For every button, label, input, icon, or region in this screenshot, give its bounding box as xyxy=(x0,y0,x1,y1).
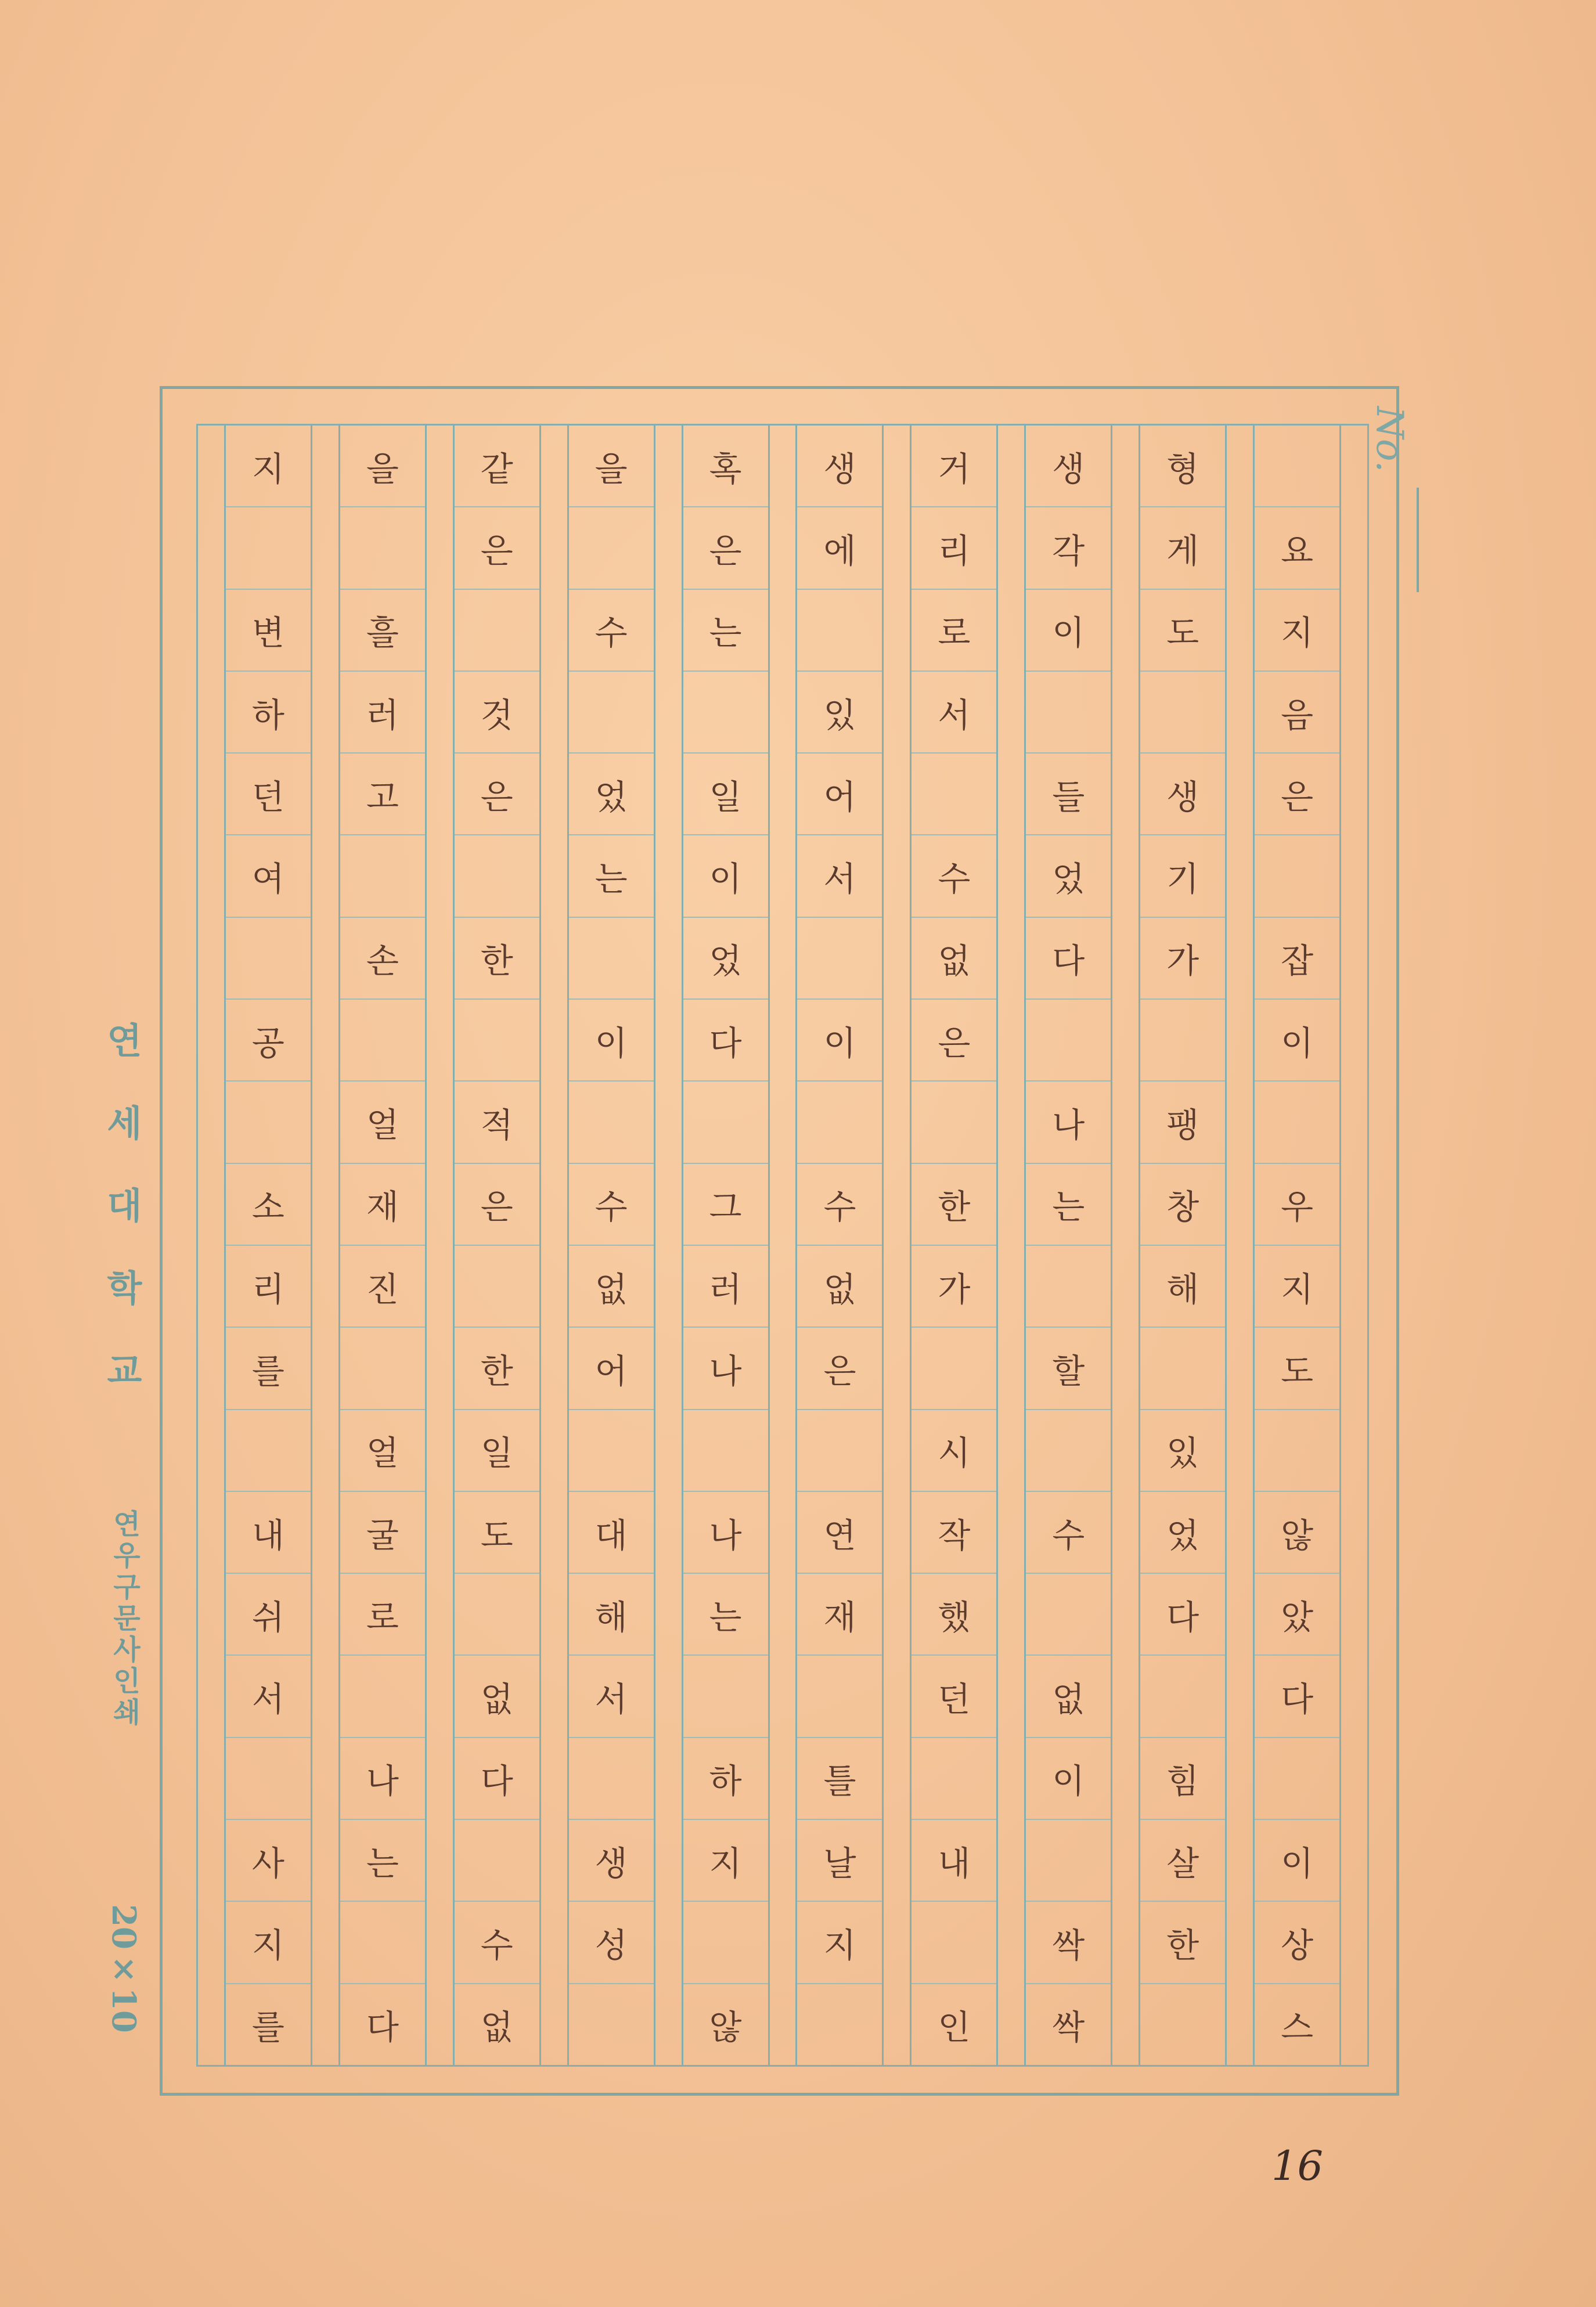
manuscript-cell: 도 xyxy=(455,1492,539,1574)
manuscript-cell: 다 xyxy=(1140,1574,1225,1656)
manuscript-cell: 대 xyxy=(569,1492,654,1574)
manuscript-cell: 않 xyxy=(1255,1492,1339,1574)
manuscript-cell xyxy=(340,507,425,589)
manuscript-cell: 잡 xyxy=(1255,918,1339,1000)
number-underline xyxy=(1417,488,1419,592)
manuscript-cell: 다 xyxy=(1026,918,1111,1000)
manuscript-cell: 작 xyxy=(912,1492,996,1574)
manuscript-cell xyxy=(912,1082,996,1163)
manuscript-cell: 를 xyxy=(251,2007,284,2048)
manuscript-cell: 각 xyxy=(1026,507,1111,589)
manuscript-column xyxy=(338,426,427,2065)
manuscript-column xyxy=(682,426,770,2065)
manuscript-cell xyxy=(1026,1000,1111,1082)
manuscript-cell: 없 xyxy=(912,918,996,1000)
manuscript-cell: 수 xyxy=(1026,1492,1111,1574)
manuscript-cell: 적 xyxy=(455,1082,539,1163)
manuscript-cell: 음 xyxy=(1255,672,1339,754)
manuscript-cell: 었 xyxy=(569,754,654,835)
manuscript-cell: 우 xyxy=(1255,1164,1339,1246)
manuscript-cell xyxy=(226,1410,311,1492)
manuscript-column xyxy=(453,426,541,2065)
manuscript-cell xyxy=(226,1738,311,1820)
manuscript-cell: 생 xyxy=(569,1820,654,1902)
manuscript-cell: 생 xyxy=(1026,426,1111,507)
manuscript-cell: 싹 xyxy=(1052,2007,1085,2048)
manuscript-cell: 이 xyxy=(1026,590,1111,672)
manuscript-column xyxy=(567,426,655,2065)
manuscript-cell: 던 xyxy=(226,754,311,835)
manuscript-cell: 없 xyxy=(797,1246,882,1328)
number-label: No. xyxy=(1368,406,1411,473)
manuscript-cell xyxy=(569,1082,654,1163)
manuscript-cell xyxy=(797,590,882,672)
manuscript-column xyxy=(224,426,312,2065)
manuscript-cell: 했 xyxy=(912,1574,996,1656)
manuscript-cell xyxy=(1026,1574,1111,1656)
manuscript-cell: 었 xyxy=(683,918,768,1000)
manuscript-cell xyxy=(340,1328,425,1410)
manuscript-cell: 한 xyxy=(1140,1902,1225,1984)
manuscript-cell: 여 xyxy=(226,835,311,917)
manuscript-cell xyxy=(1255,426,1339,507)
manuscript-cell: 해 xyxy=(1140,1246,1225,1328)
manuscript-cell xyxy=(797,1656,882,1738)
manuscript-cell: 도 xyxy=(1140,590,1225,672)
manuscript-cell xyxy=(912,754,996,835)
manuscript-cell xyxy=(340,1000,425,1082)
manuscript-cell: 은 xyxy=(455,754,539,835)
manuscript-cell: 수 xyxy=(912,835,996,917)
manuscript-cell: 은 xyxy=(1255,754,1339,835)
manuscript-cell: 었 xyxy=(1140,1492,1225,1574)
manuscript-cell: 혹 xyxy=(683,426,768,507)
manuscript-cell: 할 xyxy=(1026,1328,1111,1410)
manuscript-cell: 그 xyxy=(683,1164,768,1246)
manuscript-cell xyxy=(683,1082,768,1163)
manuscript-cell: 는 xyxy=(340,1820,425,1902)
manuscript-cell: 들 xyxy=(1026,754,1111,835)
manuscript-grid xyxy=(196,424,1369,2067)
manuscript-cell: 창 xyxy=(1140,1164,1225,1246)
manuscript-cell: 이 xyxy=(569,1000,654,1082)
manuscript-cell xyxy=(912,1902,996,1984)
manuscript-cell: 는 xyxy=(569,835,654,917)
manuscript-cell xyxy=(683,1656,768,1738)
manuscript-cell: 재 xyxy=(340,1164,425,1246)
manuscript-cell: 사 xyxy=(226,1820,311,1902)
manuscript-cell: 수 xyxy=(569,1164,654,1246)
manuscript-cell: 은 xyxy=(455,507,539,589)
manuscript-cell: 스 xyxy=(1281,2007,1314,2048)
manuscript-cell: 서 xyxy=(912,672,996,754)
manuscript-cell: 을 xyxy=(340,426,425,507)
manuscript-cell: 는 xyxy=(1026,1164,1111,1246)
manuscript-cell xyxy=(569,507,654,589)
manuscript-cell: 은 xyxy=(912,1000,996,1082)
manuscript-cell xyxy=(1026,1410,1111,1492)
manuscript-cell: 은 xyxy=(683,507,768,589)
manuscript-column xyxy=(795,426,884,2065)
manuscript-cell: 이 xyxy=(1255,1000,1339,1082)
manuscript-cell: 나 xyxy=(683,1492,768,1574)
manuscript-cell: 일 xyxy=(455,1410,539,1492)
manuscript-cell: 하 xyxy=(683,1738,768,1820)
manuscript-cell: 러 xyxy=(683,1246,768,1328)
manuscript-cell xyxy=(569,1738,654,1820)
manuscript-cell: 일 xyxy=(683,754,768,835)
manuscript-cell: 어 xyxy=(569,1328,654,1410)
manuscript-cell: 게 xyxy=(1140,507,1225,589)
manuscript-cell: 소 xyxy=(226,1164,311,1246)
manuscript-cell: 생 xyxy=(797,426,882,507)
manuscript-cell xyxy=(683,1410,768,1492)
manuscript-cell: 않 xyxy=(709,2007,742,2048)
manuscript-cell: 았 xyxy=(1255,1574,1339,1656)
manuscript-cell xyxy=(1140,1984,1225,2065)
manuscript-cell: 서 xyxy=(797,835,882,917)
manuscript-cell xyxy=(1140,672,1225,754)
manuscript-cell: 고 xyxy=(340,754,425,835)
manuscript-cell: 성 xyxy=(569,1902,654,1984)
manuscript-cell: 같 xyxy=(455,426,539,507)
manuscript-cell: 형 xyxy=(1140,426,1225,507)
manuscript-cell xyxy=(569,672,654,754)
manuscript-cell: 리 xyxy=(226,1246,311,1328)
manuscript-cell xyxy=(1140,1328,1225,1410)
manuscript-cell: 를 xyxy=(226,1328,311,1410)
manuscript-column xyxy=(1139,426,1227,2065)
manuscript-cell: 서 xyxy=(569,1656,654,1738)
manuscript-cell: 쉬 xyxy=(226,1574,311,1656)
manuscript-cell: 수 xyxy=(797,1164,882,1246)
manuscript-cell xyxy=(340,1902,425,1984)
manuscript-cell: 날 xyxy=(797,1820,882,1902)
manuscript-cell xyxy=(797,1082,882,1163)
manuscript-cell: 러 xyxy=(340,672,425,754)
manuscript-cell: 이 xyxy=(1255,1820,1339,1902)
manuscript-column xyxy=(1253,426,1341,2065)
manuscript-cell: 다 xyxy=(455,1738,539,1820)
manuscript-cell: 가 xyxy=(912,1246,996,1328)
manuscript-cell: 상 xyxy=(1255,1902,1339,1984)
manuscript-cell xyxy=(340,1656,425,1738)
manuscript-cell: 연 xyxy=(797,1492,882,1574)
manuscript-cell: 로 xyxy=(912,590,996,672)
manuscript-cell xyxy=(683,672,768,754)
manuscript-cell xyxy=(1255,1082,1339,1163)
manuscript-cell: 한 xyxy=(455,918,539,1000)
manuscript-cell xyxy=(226,918,311,1000)
manuscript-cell: 없 xyxy=(455,1656,539,1738)
manuscript-cell xyxy=(1140,1656,1225,1738)
manuscript-cell: 었 xyxy=(1026,835,1111,917)
manuscript-cell xyxy=(569,1410,654,1492)
manuscript-cell xyxy=(455,1246,539,1328)
manuscript-cell xyxy=(1140,1000,1225,1082)
manuscript-cell xyxy=(340,835,425,917)
manuscript-cell xyxy=(226,507,311,589)
manuscript-cell xyxy=(1026,672,1111,754)
manuscript-cell: 것 xyxy=(455,672,539,754)
manuscript-cell: 없 xyxy=(480,2007,513,2048)
manuscript-cell xyxy=(1026,1820,1111,1902)
manuscript-cell: 손 xyxy=(340,918,425,1000)
manuscript-cell xyxy=(1026,1246,1111,1328)
manuscript-cell: 던 xyxy=(912,1656,996,1738)
manuscript-cell: 지 xyxy=(797,1902,882,1984)
manuscript-cell: 지 xyxy=(1255,1246,1339,1328)
manuscript-cell: 흘 xyxy=(340,590,425,672)
manuscript-cell: 재 xyxy=(797,1574,882,1656)
manuscript-cell: 지 xyxy=(226,1902,311,1984)
manuscript-cell: 어 xyxy=(797,754,882,835)
manuscript-cell: 서 xyxy=(226,1656,311,1738)
manuscript-cell: 지 xyxy=(226,426,311,507)
manuscript-cell: 생 xyxy=(1140,754,1225,835)
manuscript-cell: 가 xyxy=(1140,918,1225,1000)
manuscript-cell: 이 xyxy=(797,1000,882,1082)
manuscript-cell: 나 xyxy=(683,1328,768,1410)
manuscript-cell: 도 xyxy=(1255,1328,1339,1410)
manuscript-cell: 로 xyxy=(340,1574,425,1656)
manuscript-cell: 은 xyxy=(797,1328,882,1410)
manuscript-cell: 인 xyxy=(938,2007,971,2048)
manuscript-cell: 이 xyxy=(1026,1738,1111,1820)
manuscript-cell: 수 xyxy=(455,1902,539,1984)
manuscript-cell: 거 xyxy=(912,426,996,507)
manuscript-cell: 을 xyxy=(569,426,654,507)
manuscript-cell xyxy=(797,1984,882,2065)
manuscript-cell: 진 xyxy=(340,1246,425,1328)
manuscript-cell xyxy=(569,1984,654,2065)
manuscript-cell: 변 xyxy=(226,590,311,672)
manuscript-cell xyxy=(797,1410,882,1492)
grid-size-label: 20×10 xyxy=(105,1904,143,2033)
manuscript-cell: 내 xyxy=(912,1820,996,1902)
manuscript-cell xyxy=(912,1738,996,1820)
manuscript-cell: 팽 xyxy=(1140,1082,1225,1163)
manuscript-cell: 한 xyxy=(455,1328,539,1410)
manuscript-cell: 지 xyxy=(1255,590,1339,672)
manuscript-cell: 내 xyxy=(226,1492,311,1574)
manuscript-cell: 는 xyxy=(683,1574,768,1656)
manuscript-cell xyxy=(569,918,654,1000)
manuscript-cell: 요 xyxy=(1255,507,1339,589)
manuscript-cell: 얼 xyxy=(340,1410,425,1492)
manuscript-cell: 지 xyxy=(683,1820,768,1902)
manuscript-cell: 나 xyxy=(1026,1082,1111,1163)
manuscript-cell: 공 xyxy=(226,1000,311,1082)
manuscript-cell xyxy=(455,835,539,917)
manuscript-cell: 얼 xyxy=(340,1082,425,1163)
manuscript-cell: 없 xyxy=(1026,1656,1111,1738)
manuscript-cell: 다 xyxy=(1255,1656,1339,1738)
manuscript-column xyxy=(910,426,998,2065)
manuscript-cell xyxy=(1255,1410,1339,1492)
manuscript-cell: 힘 xyxy=(1140,1738,1225,1820)
manuscript-cell xyxy=(455,590,539,672)
manuscript-cell: 기 xyxy=(1140,835,1225,917)
manuscript-cell xyxy=(1255,835,1339,917)
manuscript-cell xyxy=(912,1328,996,1410)
manuscript-cell: 은 xyxy=(455,1164,539,1246)
manuscript-cell xyxy=(226,1082,311,1163)
manuscript-cell: 다 xyxy=(366,2007,399,2048)
manuscript-cell: 이 xyxy=(683,835,768,917)
manuscript-cell: 살 xyxy=(1140,1820,1225,1902)
manuscript-cell xyxy=(683,1902,768,1984)
printer-label: 연우구문사인쇄 xyxy=(108,1509,140,1729)
manuscript-cell: 싹 xyxy=(1026,1902,1111,1984)
manuscript-cell xyxy=(1255,1738,1339,1820)
manuscript-cell xyxy=(455,1574,539,1656)
manuscript-cell: 다 xyxy=(683,1000,768,1082)
manuscript-cell: 리 xyxy=(912,507,996,589)
university-label: 연세대학교 xyxy=(100,1022,143,1434)
manuscript-cell xyxy=(797,918,882,1000)
manuscript-cell: 하 xyxy=(226,672,311,754)
manuscript-column xyxy=(1024,426,1112,2065)
manuscript-cell: 없 xyxy=(569,1246,654,1328)
manuscript-cell: 한 xyxy=(912,1164,996,1246)
manuscript-cell: 나 xyxy=(340,1738,425,1820)
manuscript-cell: 에 xyxy=(797,507,882,589)
page-number: 16 xyxy=(1271,2142,1324,2190)
manuscript-cell: 굴 xyxy=(340,1492,425,1574)
manuscript-cell xyxy=(455,1000,539,1082)
manuscript-cell: 있 xyxy=(797,672,882,754)
manuscript-cell: 는 xyxy=(683,590,768,672)
manuscript-cell: 해 xyxy=(569,1574,654,1656)
manuscript-cell xyxy=(455,1820,539,1902)
manuscript-cell: 시 xyxy=(912,1410,996,1492)
manuscript-cell: 틀 xyxy=(797,1738,882,1820)
manuscript-cell: 수 xyxy=(569,590,654,672)
manuscript-cell: 있 xyxy=(1140,1410,1225,1492)
